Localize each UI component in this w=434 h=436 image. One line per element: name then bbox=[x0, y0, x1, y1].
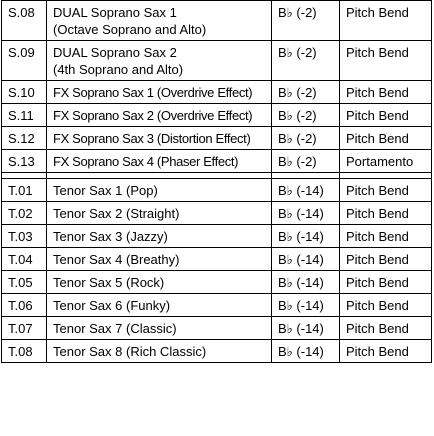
tone-name-cell bbox=[47, 81, 272, 104]
tone-number-cell: T.03 bbox=[2, 225, 47, 248]
tone-name-line: (4th Soprano and Alto) bbox=[53, 62, 184, 77]
key-transpose-cell: B♭ (-2) bbox=[272, 41, 340, 81]
key-transpose-cell: B♭ (-14) bbox=[272, 294, 340, 317]
tone-name-line: FX Soprano Sax 1 (Overdrive Effect) bbox=[53, 85, 253, 100]
table-row bbox=[2, 41, 432, 81]
tone-name-line: Tenor Sax 6 (Funky) bbox=[53, 298, 171, 313]
tone-name-line: DUAL Soprano Sax 2 bbox=[53, 45, 177, 60]
effect-cell: Pitch Bend bbox=[340, 271, 432, 294]
tone-name-line: (Octave Soprano and Alto) bbox=[53, 22, 207, 37]
effect-cell: Pitch Bend bbox=[340, 294, 432, 317]
effect-cell: Pitch Bend bbox=[340, 340, 432, 363]
tone-name-line: Tenor Sax 3 (Jazzy) bbox=[53, 229, 168, 244]
table-row bbox=[2, 248, 432, 271]
table-row bbox=[2, 150, 432, 173]
key-transpose-cell: B♭ (-14) bbox=[272, 271, 340, 294]
tone-name-cell bbox=[47, 179, 272, 202]
tone-name-line: Tenor Sax 5 (Rock) bbox=[53, 275, 165, 290]
table-row bbox=[2, 127, 432, 150]
effect-cell: Pitch Bend bbox=[340, 248, 432, 271]
table-row bbox=[2, 317, 432, 340]
tone-name-line: FX Soprano Sax 3 (Distortion Effect) bbox=[53, 131, 251, 146]
tone-name-cell bbox=[47, 271, 272, 294]
effect-cell: Pitch Bend bbox=[340, 1, 432, 41]
tone-number-cell: T.06 bbox=[2, 294, 47, 317]
key-transpose-cell: B♭ (-2) bbox=[272, 127, 340, 150]
effect-cell: Pitch Bend bbox=[340, 81, 432, 104]
tone-name-cell bbox=[47, 294, 272, 317]
tone-name-cell bbox=[47, 1, 272, 41]
tone-name-line: DUAL Soprano Sax 1 bbox=[53, 5, 177, 20]
tone-name-line: Tenor Sax 4 (Breathy) bbox=[53, 252, 180, 267]
effect-cell: Pitch Bend bbox=[340, 202, 432, 225]
key-transpose-cell: B♭ (-2) bbox=[272, 81, 340, 104]
tone-table bbox=[1, 0, 432, 363]
tone-number-cell: T.05 bbox=[2, 271, 47, 294]
table-row bbox=[2, 1, 432, 41]
key-transpose-cell: B♭ (-14) bbox=[272, 248, 340, 271]
tone-number-cell: S.12 bbox=[2, 127, 47, 150]
tone-number-cell: S.08 bbox=[2, 1, 47, 41]
tone-name-cell bbox=[47, 340, 272, 363]
effect-cell: Pitch Bend bbox=[340, 41, 432, 81]
tone-number-cell: T.01 bbox=[2, 179, 47, 202]
tone-name-line: FX Soprano Sax 2 (Overdrive Effect) bbox=[53, 108, 253, 123]
tone-name-cell bbox=[47, 248, 272, 271]
key-transpose-cell: B♭ (-2) bbox=[272, 104, 340, 127]
effect-cell: Pitch Bend bbox=[340, 225, 432, 248]
tone-name-cell bbox=[47, 225, 272, 248]
tone-name-cell bbox=[47, 104, 272, 127]
tone-name-line: Tenor Sax 8 (Rich Classic) bbox=[53, 344, 207, 359]
key-transpose-cell: B♭ (-14) bbox=[272, 225, 340, 248]
effect-cell: Pitch Bend bbox=[340, 104, 432, 127]
table-row bbox=[2, 225, 432, 248]
key-transpose-cell: B♭ (-2) bbox=[272, 1, 340, 41]
effect-cell: Pitch Bend bbox=[340, 317, 432, 340]
tone-name-cell bbox=[47, 317, 272, 340]
tone-table-body bbox=[2, 1, 432, 363]
table-row bbox=[2, 340, 432, 363]
tone-name-line: FX Soprano Sax 4 (Phaser Effect) bbox=[53, 154, 239, 169]
table-row bbox=[2, 294, 432, 317]
tone-name-cell bbox=[47, 202, 272, 225]
key-transpose-cell: B♭ (-14) bbox=[272, 179, 340, 202]
tone-name-line: Tenor Sax 2 (Straight) bbox=[53, 206, 180, 221]
tone-name-cell bbox=[47, 150, 272, 173]
table-row bbox=[2, 179, 432, 202]
table-row bbox=[2, 81, 432, 104]
tone-number-cell: T.08 bbox=[2, 340, 47, 363]
tone-number-cell: T.07 bbox=[2, 317, 47, 340]
effect-cell: Pitch Bend bbox=[340, 127, 432, 150]
key-transpose-cell: B♭ (-2) bbox=[272, 150, 340, 173]
key-transpose-cell: B♭ (-14) bbox=[272, 340, 340, 363]
table-row bbox=[2, 202, 432, 225]
effect-cell: Portamento bbox=[340, 150, 432, 173]
tone-name-line: Tenor Sax 1 (Pop) bbox=[53, 183, 158, 198]
key-transpose-cell: B♭ (-14) bbox=[272, 202, 340, 225]
tone-number-cell: S.13 bbox=[2, 150, 47, 173]
tone-number-cell: S.09 bbox=[2, 41, 47, 81]
tone-name-cell bbox=[47, 41, 272, 81]
tone-number-cell: S.11 bbox=[2, 104, 47, 127]
tone-number-cell: T.02 bbox=[2, 202, 47, 225]
tone-name-cell bbox=[47, 127, 272, 150]
table-row bbox=[2, 271, 432, 294]
tone-name-line: Tenor Sax 7 (Classic) bbox=[53, 321, 177, 336]
tone-number-cell: S.10 bbox=[2, 81, 47, 104]
key-transpose-cell: B♭ (-14) bbox=[272, 317, 340, 340]
table-row bbox=[2, 104, 432, 127]
effect-cell: Pitch Bend bbox=[340, 179, 432, 202]
tone-number-cell: T.04 bbox=[2, 248, 47, 271]
